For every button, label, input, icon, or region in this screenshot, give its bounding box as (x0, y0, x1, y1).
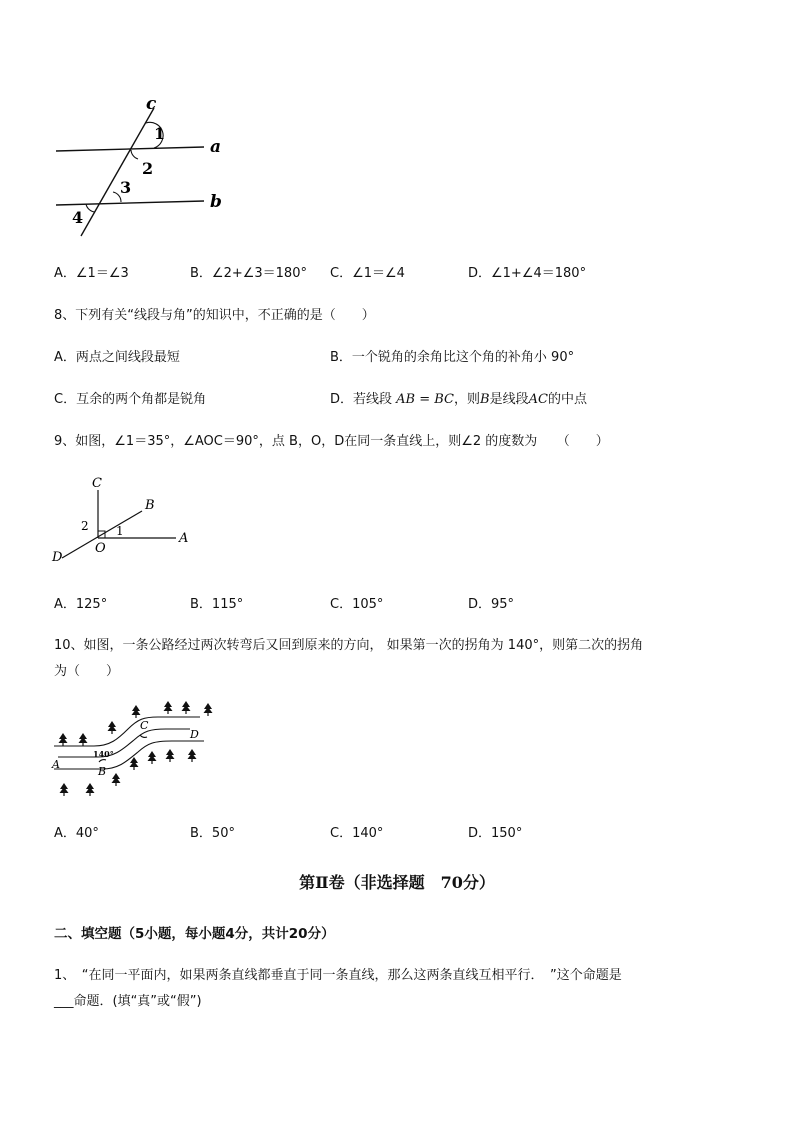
label-D: D (52, 550, 63, 565)
q9-option-a: A．125° (54, 597, 108, 612)
q8-option-d (330, 388, 587, 407)
label-b: b (210, 192, 222, 212)
q7-option-b: B．∠2+∠3＝180° (190, 266, 307, 281)
fill1-line2: ___命题．(填“真”或“假”) (54, 994, 202, 1009)
q8-stem: 8、下列有关“线段与角”的知识中，不正确的是（ ） (54, 308, 375, 323)
tree-icon (130, 757, 139, 770)
q10-option-c: C．140° (330, 826, 384, 841)
q8-d-mid2: 是线段 (489, 392, 529, 407)
q7-figure (50, 92, 240, 242)
angle-b-arc (99, 760, 106, 762)
angle-c-arc (140, 735, 147, 737)
tree-icon (79, 733, 88, 746)
label-c: c (146, 94, 157, 114)
angle-140-label: 140° (93, 749, 114, 759)
q9-option-d: D．95° (468, 597, 515, 612)
q8-d-segment: AC (528, 392, 548, 407)
tree-icon (112, 773, 121, 786)
q8-d-suffix: 的中点 (547, 392, 587, 407)
part2-title: 第Ⅱ卷（非选择题 70分） (299, 873, 495, 892)
tree-icon (59, 733, 68, 746)
q7-option-a: A．∠1＝∠3 (54, 266, 129, 281)
q8-d-mid: ，则 (454, 392, 481, 407)
angle-2-arc (131, 150, 138, 159)
tree-icons (59, 701, 213, 796)
q10-road-figure (48, 695, 218, 805)
label-D: D (190, 728, 199, 741)
q10-option-a: A．40° (54, 826, 99, 841)
tree-icon (60, 783, 69, 796)
angle-1-label: 1 (154, 124, 166, 143)
label-C: C (92, 476, 102, 491)
q8-d-prefix: D．若线段 (330, 392, 397, 407)
angle-2-label: 2 (142, 159, 154, 178)
tree-icon (132, 705, 141, 718)
q8-option-c: C．互余的两个角都是锐角 (54, 392, 207, 407)
label-a: a (210, 137, 222, 157)
q7-option-d: D．∠1+∠4＝180° (468, 266, 587, 281)
angle-1-label: 1 (116, 524, 124, 538)
tree-icon (188, 749, 197, 762)
q9-option-c: C．105° (330, 597, 384, 612)
q7-option-c: C．∠1＝∠4 (330, 266, 405, 281)
q8-option-b: B．一个锐角的余角比这个角的补角小 90° (330, 350, 575, 365)
tree-icon (204, 703, 213, 716)
label-B: B (98, 765, 107, 778)
q10-stem-line1: 10、如图，一条公路经过两次转弯后又回到原来的方向， 如果第一次的拐角为 140°，则第二次的拐角 (54, 638, 644, 653)
q8-d-point: B (480, 392, 490, 407)
label-C: C (140, 719, 149, 732)
q10-option-d: D．150° (468, 826, 523, 841)
angle-4-arc (86, 204, 95, 212)
q9-figure (48, 470, 208, 570)
label-A: A (179, 531, 189, 546)
road-edge-bottom (54, 741, 204, 769)
angle-3-label: 3 (120, 178, 132, 197)
angle-2-label: 2 (81, 519, 89, 533)
label-O: O (95, 541, 106, 556)
tree-icon (164, 701, 173, 714)
tree-icon (108, 721, 117, 734)
tree-icon (148, 751, 157, 764)
label-A: A (52, 758, 60, 771)
tree-icon (86, 783, 95, 796)
q8-d-equation: AB = BC (396, 392, 454, 407)
label-B: B (145, 498, 155, 513)
line-b (56, 201, 204, 205)
q9-stem: 9、如图，∠1＝35°，∠AOC＝90°，点 B，O，D在同一条直线上，则∠2 的度数为 （ ） (54, 434, 609, 449)
q10-option-b: B．50° (190, 826, 235, 841)
q9-option-b: B．115° (190, 597, 244, 612)
tree-icon (182, 701, 191, 714)
fill-section-heading: 二、填空题（5小题，每小题4分，共计20分） (54, 926, 335, 942)
q10-stem-line2: 为（ ） (54, 664, 120, 679)
q8-option-a: A．两点之间线段最短 (54, 350, 180, 365)
road-edge-top (54, 717, 200, 746)
angle-4-label: 4 (72, 208, 84, 227)
tree-icon (166, 749, 175, 762)
fill1-line1: 1、 “在同一平面内，如果两条直线都垂直于同一条直线，那么这两条直线互相平行． ”这个命题是 (54, 968, 622, 983)
